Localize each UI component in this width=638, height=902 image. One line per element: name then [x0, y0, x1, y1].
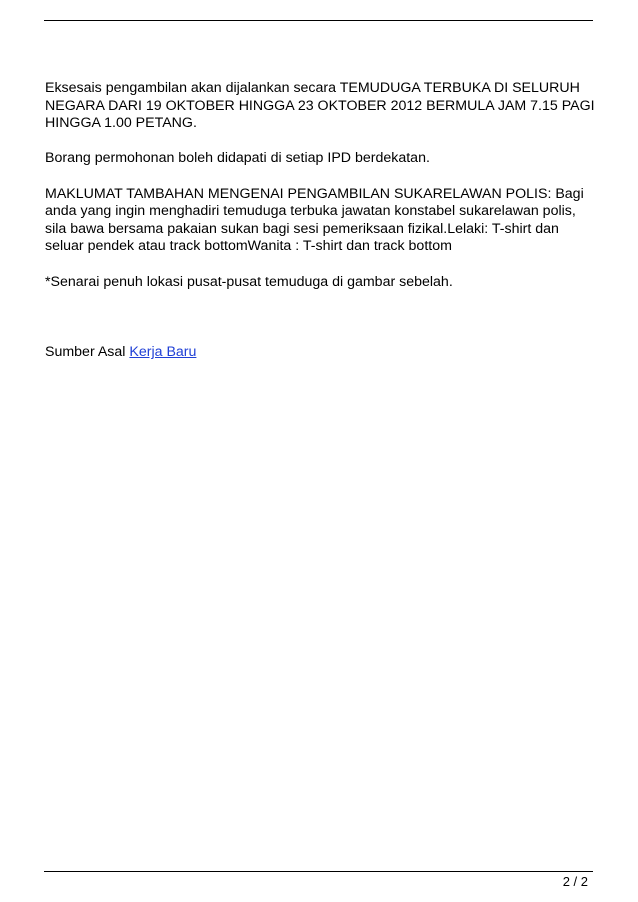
paragraph-application-form: Borang permohonan boleh didapati di setiap IPD berdekatan. [45, 150, 430, 167]
header-rule [44, 20, 593, 21]
footer-rule [44, 871, 593, 872]
page-number: 2 / 2 [562, 874, 588, 889]
source-prefix: Sumber Asal [45, 344, 130, 361]
source-link[interactable]: Kerja Baru [129, 344, 197, 361]
document-body [45, 80, 595, 379]
paragraph-exercise-schedule: Eksesais pengambilan akan dijalankan secara TEMUDUGA TERBUKA DI SELURUH NEGARA DARI 19 OKTOBER HINGGA 23 OKTOBER 2012 BERMULA JAM 7.15 PAGI HINGGA 1.00 PETANG. [45, 80, 595, 132]
source-line [45, 344, 595, 362]
paragraph-additional-info: MAKLUMAT TAMBAHAN MENGENAI PENGAMBILAN SUKARELAWAN POLIS: Bagi anda yang ingin menghadiri temuduga terbuka jawatan konstabel sukarelawan polis, sila bawa bersama pakaian sukan bagi sesi pemeriksaan fizikal.Lelaki: T-shirt dan seluar pendek atau track bottomWanita : T-shirt dan track bottom [45, 185, 584, 255]
paragraph-location-note: *Senarai penuh lokasi pusat-pusat temuduga di gambar sebelah. [45, 273, 453, 290]
